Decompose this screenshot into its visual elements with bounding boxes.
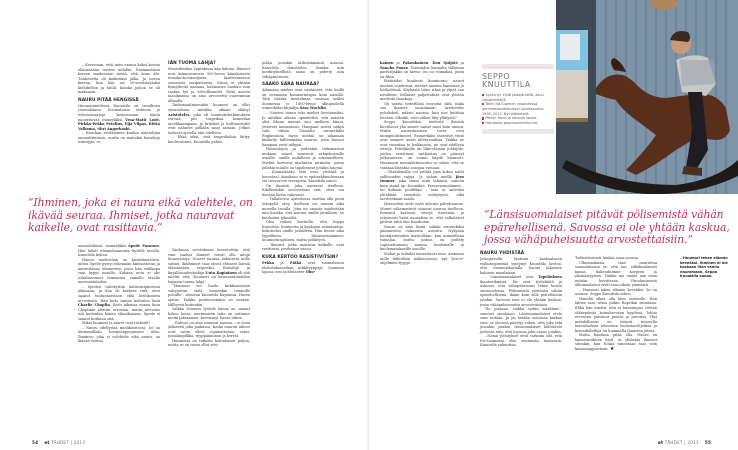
paragraph: Miksi huumori ja nauru ovat tärkeitä?	[82, 321, 151, 326]
magazine-logo: et	[658, 440, 664, 445]
column-2-bottom	[168, 248, 250, 348]
paragraph: – Ehkä siksi, että tragedioihin liittyy kuolevaisuus, Knuuttila pohtii.	[168, 135, 250, 144]
paragraph: kainen ja Pakoukainen. Don Quijote ja Sancho Panza. Tarinoiden kannalta tällainen parivaljakko on hieno: iso on voimakas, pieni on fiksu.	[380, 61, 464, 79]
paragraph: Seppo Knuuttilan mielestä ihmisiä huvittavat yhä monet samat asiat kuin ennen. Mutta naurattamisen tavat ovat monipuolistuneet. Esimerkiksi rasistiset vitsit ovat saaneet uusia ulottuvuuksia. Vaikka ne ovat rasistisia ja loukkaavia, ne ovat edelleen vitsejä. Poliitikoille tai liike-elämän johtajille, joiden rasistinen suitkautus on päässyt julkisuuteen, on voinut käydä huonosti. Huumorin moniulotteisuutta on sekin, että se voidaan kääntää sanojaa vastaan.	[380, 120, 464, 170]
photo-caption: – Huumori tekee elämän keveäksi. Ihminen ei ole koskaan liian vanha nauramaan, Seppo Knuuttila sanoo.	[680, 256, 728, 279]
paragraph: Jalasjärvellä, läntisen kaskualueen vaikutuspiirissä syntynyt Knuuttila kertoo, että huumorikartalla Suomi jakautuu kahteen maailmaan.	[480, 257, 562, 275]
paragraph: Todistettavasti hänkin osaa nauraa.	[575, 256, 639, 260]
paragraph: Pekka ja Pätkä ovat suomalaisen elokuvakomedian arkkityyppejä. Samassa lajissa ovat kohtelaneet Ohu-	[262, 261, 344, 275]
section-heading: NAURU PITÄÄ HENGISSÄ	[78, 97, 139, 103]
paragraph: – Nauru edellyttää mielikuvitusta. Se on äärimmillään hengissäpysymisen ehto. Ihminen, joka ei valehtele eikä naura, on ikävää seuraa.	[78, 325, 160, 344]
factbox-item: Toimi Itä-Suomen yliopistossa perinteentutkimuksen professorina 1995–2013. Nyt eläkkeellä.	[482, 102, 544, 116]
factbox-bottom-bar	[482, 129, 554, 134]
column-1-bottom	[78, 244, 160, 344]
column-3	[262, 61, 344, 275]
paragraph: Ulkomaalaisia taas naurattaa suomalaisissa se, että me, vähäkuulainen kansa, hakeudumme korpeen ja yksinäisyyteen. Vaikka me emme näe siinä mitään huvittavaa. Viinahuumoria ulkomaalaiset eivät taas oikein ymmärrä.	[575, 260, 657, 288]
column-6	[575, 256, 657, 351]
paragraph: Aikanaan miehet ovat väittäneet, että heillä on enemmän huumorintajua kuin naisilla. Tätä väärää kuvitelmaa vastaan ärähti Suomessa jo 1800-luvun alkupuolella esimerkiksi kirjailija Sara Wacklin.	[262, 88, 344, 111]
factbox	[482, 64, 554, 134]
factbox-item: Harrastaa populaarikulttuuria.	[482, 121, 554, 126]
paragraph: On useita tieteellisiä teorioita siitä, mikä saa ihmiset nauramaan. Aristoteles pohdiskeli, miksei nauraa, kun itse kutittaa itseään. Siksikö, ettei siihen liity yllätystä?	[380, 101, 464, 120]
paragraph: – Spedeä vähekyttiin kulttuuripiireissä aikanaan, ja hän oli katkera siitä, ettei saanut tuotannoistaan eikä kriitikoiden arvostusta. Hän koki saman kohtalon kuin Charlie Chaplin. Kesti aikansa ennen kuin Chaplinia alettiin arvostaa, mutta arvostus tuli kuitenkin hänen elinaikanaan. Spede ei saanut koskaan sitä.	[78, 284, 160, 321]
paragraph: Homovitsit eivät enää aiheuta paheksuntaa. Monet vähemmistöt osaavat nauraa itselleen. Romanit kertovat vitsejä itsestään, ja erityisesti heitä naurattaa se, että valkolaiset pitävät niitä niin hauskoina.	[380, 201, 464, 225]
column-5	[480, 251, 562, 348]
paragraph: – Hauskan esittäminen kuuluu näyttelijän ammattitaitoon, mutta on muitakin hauskoja esiintyjiä, ei-	[78, 131, 160, 145]
paragraph: Mutta hauskaa pitää olla. Nauru on kansainvälinen kieli, se yhdistää ihmiset sitenkin, kun Nokia tunnetaan taas vain kumisaappaistaan. ★	[575, 333, 657, 352]
column-2-top	[168, 61, 250, 144]
paragraph: ”Huumori voi luoda kirkkaastavan valojuovan vielä tuonenkin tummille poluille”, siteeraa Knuuttila Kupiaista. Hassu ajatus. Paikko professorinkin on nauraa. Hilliyesti kuitenkin.	[168, 284, 250, 307]
paragraph: Huumoria on tutkittu kohtalaisen paljon, mutta se on usein ollut sivu-	[168, 338, 250, 348]
paragraph: – Kannattaako tätä eroa yleistää ja korostaa? Ainakaan se ei epätarkkuudessaan vie tasa-arvoa eteenpäin, Knuuttila sanoo.	[262, 170, 344, 184]
factbox-top-bar	[482, 64, 554, 69]
section-heading: KUKA KERTOO RASISTIVITSIN?	[262, 254, 339, 260]
column-1-top	[78, 63, 160, 145]
section-heading: SAAKO SARA NAURAA?	[262, 82, 320, 88]
column-4	[380, 61, 464, 266]
paragraph: Vanhassa estetiikassa korostettiin, että vain vanhat ihmiset voivat olla aitoja humoristeja. Nuoret nauraa hekotavat mille sattuu, ikäihmiset taas olivat ehtineet kärsiä elämässään tarpeeksi. Runoilija ja kirjallisuudentutkija Unto Kupiainen oli sitä mieltä, että ”huumori on harmaantuneiden hapsien tuoma lahja”.	[168, 248, 251, 284]
paragraph: – Länsisuomalaiset ovat Topeliuksen ihanteeihmisiä. He ovat työteliäitä ja uskovat, että vähäpuheisuus tekee heistä viisaanoloisia. Pölisemistä pidetään vähän epärehellisenä, ikään kuin sillä peiteltäisiin jotakin. Savossa taas ei ole yhtään kaskua, jossa vähäpuheisuutta arvostettaisiin.	[480, 275, 562, 307]
paragraph: – Tällaisessa ajattelussa saattaa olla pieni tekopyhä sävy. Itselleen voi nauraa aika monella tavalla. Joku on omasta mielestään niin hauska, että nauraa omille jutuilleen. Se kuulostaa tyhmältä.	[262, 197, 344, 220]
paragraph: Ristiriidat kuuluvat huumoriin: naiset miehen vaatteissa, miehet naisten hameissa ja hörhelöissä. Köyhästä tulee rikas ja ylpeä saa nenilleen. Sellaiset paljastukset ovat yleisön mielestä hauskoja.	[380, 79, 464, 102]
paragraph: polku jossakin tärkeämmässä asiassa. Knuuttila ihmettelee, kuinka niin merkityksellistä asiaa on pidetty niin vähäpätöisenä.	[262, 61, 344, 79]
paragraph: Mokat ja toilailut naurattavat aina. Aiemmin niille hihiteltiin mäkin-isossa, nyt Tosi-tv-ohjelmien tyyppi-	[380, 251, 464, 266]
paragraph: Havaintojen ja joidenkin tutkimusten mukaan naiset nauravat arkipäiväisille asioille, omille mokilleen ja sekemisilleen. Miehet kertovat mieluiten tarinoita, joissa jollekin muulle on tapahtunut jotakin hassua.	[262, 147, 344, 170]
paragraph: – Naisten nauru teki miehet levottomiksi. Jo antiikin aikana opastettiin, että naisten olisi fiksua nauraa suu melkein kiinni, jotteivät namentaisi. Hampaat saivat näkyä vain vähän. Toisaalta esimerkiksi Englannissa myös miehiä on aikanaan käsketty hillitsemään naurua, jotta huonot hampaat eivät näkyisi.	[262, 111, 344, 147]
pull-quote: ”Ihminen, joka ei naura eikä valehtele, on ikävää seuraa. Ihmiset, jotka nauravat kaikelle, ovat rasittavia.”	[28, 196, 253, 235]
paragraph: ”Ilo pintaan, vaikka sydän märkänis”, sanovat savolaiset. Länsisuomalaiset eivät sano mitään. Ja jos heidän suustaan karkaa vitsi, se yleensä päättyy siihen, että joku teki jossakin jotakin. Itäsuomalaiset hölöttävät juttunsa niin, että lopussa joku sanoo jotakin.	[480, 307, 562, 334]
factbox-list	[482, 93, 554, 126]
paragraph: – Ihmiset, jotka nauravat kaikelle, ovat rasittavia, professori sanoo.	[262, 242, 344, 252]
paragraph: – Kerrotaan, että mies nauroi kaksi kertaa elämässään toisten nähden. Ensimmäisen kerran saadessaan tietää, että Aune Ala-Tuuhenelta oli katkennut jalka. Ja toisen kerran, kun hän sai 50-vuotislahjaksi kultakellon ja kuuli, kuinka paljon se oli maksanut.	[78, 63, 160, 95]
paragraph: Hänellä alkaa olla kiire museolle. Hän lähtee taas siltaa pitkin Ruprikin suuntaan. Ehkä hän miettii, että ei hassumpaa viettää eläkepäivää keinuhevosen kyydissä, lohtia eteensen päivänsä pustat ja preeriat. Yksi mahdollisuus on tietysti tutjotella keinutuolista television haeustasohjelmia ja komedialeffoja tai kuunnella ihmisten juttua.	[575, 296, 657, 333]
paragraph: On ihmisiä, joka nauravat itselleen. Edellisenkin arvostetaan sitä, ettei ota itseään kovin vakavasti.	[262, 183, 344, 197]
factbox-item: Syntynyt 1948 Jalasjärvellä, asuu Längelmäellä.	[482, 92, 544, 102]
paragraph: Taidemaailmassakin huumori on ollut sivuroolissa. Antiikin aikaan eläinyt Aristoteles, joka oli huumoriitutkimuksen esi-isiä, piti tragediaa komediaa arvokkaampana, ja kriitikot ja kulttuurivälit ovat nähneet pitkään asiat samoin. Jotkut tattavat ajatella niin edelleen.	[168, 103, 250, 135]
page-folio-right: et TÄHDET | 2013 55	[658, 440, 712, 445]
paragraph: – Nämä yleistykset eivät tarkoita sitä, että Itä-Suomessa olisi enemmän huumoria, Knuuttila vakuuttaa.	[480, 334, 562, 348]
end-mark-star-icon: ★	[609, 345, 615, 352]
paragraph: Museokeskus Vapriikissa käy kuhina. Ihmiset ovat kiinnostuneita 500-luvun kiinalaisesta terrakotta-armeijasta, lasivitriineissä seisovista savipatsaista. Niissä ei yhtään hymyilevää naamaa, hahmoista huokuu vain raskas työ ja velvollisuudet. Niitä asioita maailmassa on aina arvostettu suuremmin ulhaalla.	[168, 67, 250, 103]
photo-illustration	[556, 0, 738, 194]
page-folio-left: 54 et TÄHDET | 2013	[32, 440, 86, 445]
paragraph: Nauru on aina läsnä, vaikka esimerkiksi päämiesten vakavista asioista. Nykyään hautajaisissakin muistellaan, kun muistellaan vainajaa, mutta joskus on pidetty sopimattomana nauraa kuolemalle ja kuolemavakaville asioille.	[380, 224, 464, 252]
section-heading: NAURU YHDISTÄÄ	[480, 251, 525, 256]
portrait-photo	[556, 0, 738, 194]
section-heading: IÄN TUOMA LAHJA?	[168, 61, 216, 66]
paragraph: – Huumori tekee elämän keveäksi. Se on asenne, Seppo Knuuttila uskoo.	[575, 287, 657, 297]
paragraph: – Vitsailemalla voi yrittää jopa kokoa näitä sallivuuden rajoja. Ja onhan meillä Jörn Donner, joka sanoo mitä tahansa, samoin kuin stand up -koomikot. Peruseuomalainen – tai kukaan poliitikko – taas ei anteeksi yhtäkään rasistista möläytystä, eikä tarvitsekaan saada.	[380, 170, 464, 202]
paragraph: Hänen mielestään on käsittämätöntä, miten Spede pystyi tekemään kiinnostavan ja naurettavan tilanteesta, jossa hän valkkapa vain hyppi narulla. Kukaan muu ei olir uskaltautunut leimautua samalla tavalla naurunalaiseksi.	[78, 257, 160, 285]
paragraph: Vaikka Suomen työtelä kansa on saanut kokea kovia, nauramisen taito on auttanut meitä jaksamaan, kevensäyt kovaa arkea.	[168, 307, 250, 321]
factbox-item: Perhe: Anne ja aikuisia lapsia.	[482, 116, 554, 121]
paragraph: Olisi vaikea kuvitella, että Seppo Knuuttila, huumorin ja kaskujen asiantuntija, hekottelisi omille jutuilleen. Hän lienee aika tyypillinen länsisuomalainen: huumorintajuinen, mutta pidättyvä.	[262, 220, 344, 243]
pull-quote: ”Länsisuomalaiset pitävät pölisemistä vähän epärehellisenä. Savossa ei ole yhtään kaskua, jossa vähäpuheisuutta arvostettaisiin.”	[484, 208, 730, 247]
magazine-logo: et	[44, 440, 50, 445]
paragraph: – Rahvas on aina osannut nauraa – ei tosin julkisesti joka paikassa, koska naurun aiheet ovat usein olleet sopimattomia: seksi, jumalanpilkka, ryyppääminen ja herrat.	[168, 320, 250, 339]
paragraph: Huumorimielessä Knuuttila on tavallinen suomalainen. Suomalaisia elokuvia ja televisiosarjoja katsoessaan häntä naurattavat esimerkiksi Vesa-Matti Loiri, Pirkka-Pekka Petelius, Eija Vilpas, Riitta Valkama, Siiri Angerkoski.	[78, 103, 160, 131]
paragraph: ammattilaisia, esimerkiksi Spede Pasanen. Hän latisti tilannehuumorin hyvällä tavalla, Knuuttila kehuu.	[78, 244, 160, 258]
factbox-title: SEPPO KNUUTTILA	[482, 72, 531, 90]
